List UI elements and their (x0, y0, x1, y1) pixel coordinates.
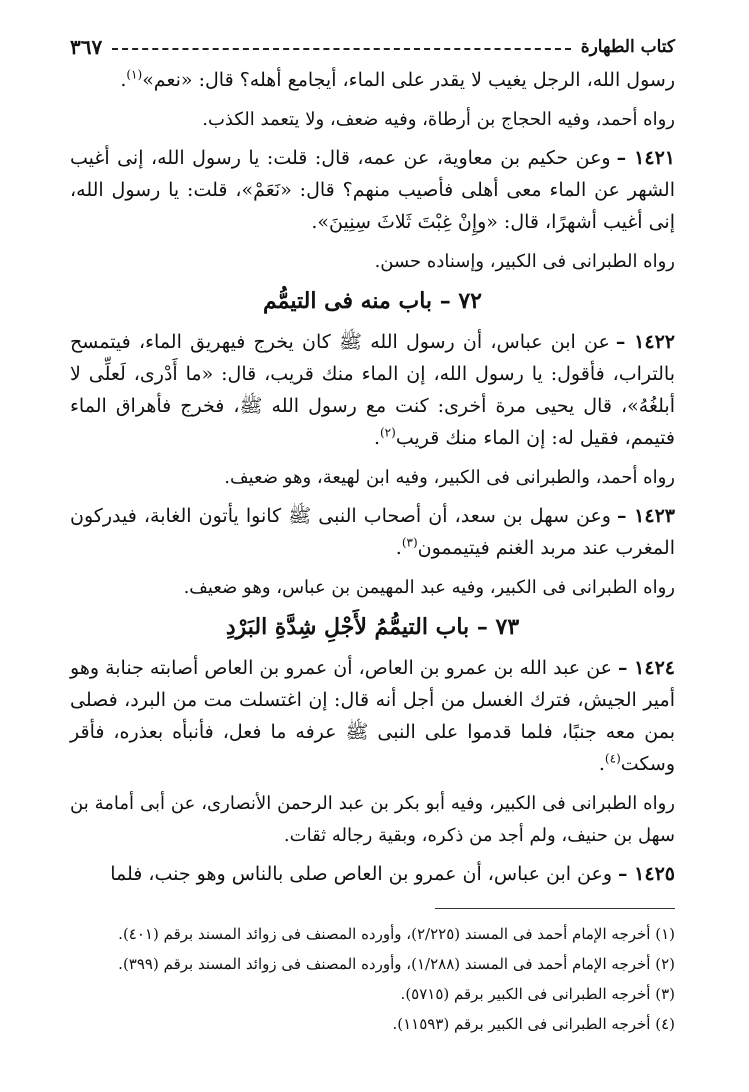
source-note: رواه الطبرانى فى الكبير، وفيه عبد المهيمن بن عباس، وهو ضعيف. (183, 577, 675, 598)
footnote-separator (435, 908, 675, 909)
header-dashed-rule (112, 48, 570, 50)
footnote-ref-4[interactable]: (٤) (604, 751, 621, 766)
chapter-heading-72: ٧٢ – باب منه فى التيمُّم (263, 288, 482, 314)
hadith-1424: ١٤٢٤ –عن عبد الله بن عمرو بن العاص، أن عمرو بن العاص أصابته جنابة وهو أمير الجيش، فترك الغسل من أجل أنه قال: إن اغتسلت مت من البرد، فصلى بمن معه جنبًا، فلما قدموا على النبى ﷺ عرفه ما فعل، فأنبأه بعذره، فأقر وسكت$^{(٤)}$. (70, 657, 675, 775)
paragraph-continuation: رسول الله، الرجل يغيب لا يقدر على الماء، أيجامع أهله؟ قال: «نعم»$^{(١)}$. (120, 67, 675, 91)
footnote-ref-1[interactable]: (١) (126, 67, 143, 82)
page-number: ٣٦٧ (70, 35, 103, 59)
footnote-ref-2[interactable]: (٢) (379, 425, 396, 440)
source-note: رواه الطبرانى فى الكبير، وإسناده حسن. (374, 251, 675, 272)
source-note: رواه أحمد، وفيه الحجاج بن أرطاة، وفيه ضعف، ولا يتعمد الكذب. (202, 109, 675, 130)
footnotes (70, 908, 675, 1039)
hadith-number: ١٤٢٣ – (616, 505, 675, 527)
hadith-number: ١٤٢٢ – (615, 331, 675, 353)
source-note: رواه الطبرانى فى الكبير، وفيه أبو بكر بن عبد الرحمن الأنصارى، عن أبى أمامة بن سهل بن حنيف، ولم أجد من ذكره، وبقية رجاله ثقات. (70, 793, 675, 846)
book-title: كتاب الطهارة (580, 37, 675, 57)
footnote-3: (٣) أخرجه الطبرانى فى الكبير برقم (٥٧١٥). (400, 985, 675, 1003)
hadith-1423: ١٤٢٣ –وعن سهل بن سعد، أن أصحاب النبى ﷺ كانوا يأتون الغابة، فيدركون المغرب عند مربد الغنم فيتيممون$^{(٣)}$. (70, 505, 675, 559)
hadith-number: ١٤٢٥ – (618, 863, 675, 885)
hadith-1425: ١٤٢٥ –وعن ابن عباس، أن عمرو بن العاص صلى بالناس وهو جنب، فلما (110, 863, 675, 885)
chapter-heading-73: ٧٣ – باب التيمُّمُ لأَجْلِ شِدَّةِ البَرْدِ (225, 614, 520, 640)
hadith-number: ١٤٢١ – (616, 147, 675, 169)
hadith-1421: ١٤٢١ –وعن حكيم بن معاوية، عن عمه، قال: قلت: يا رسول الله، إنى أغيب الشهر عن الماء معى أهلى فأصيب منهم؟ قال: «نَعَمْ»، قلت: يا رسول الله، إنى أغيب أشهرًا، قال: «وإِنْ غِبْتَ ثَلاثَ سِنِينَ». (70, 147, 675, 233)
footnote-1: (١) أخرجه الإمام أحمد فى المسند (٢/٢٢٥)، وأورده المصنف فى زوائد المسند برقم (٤٠١). (118, 925, 675, 943)
hadith-number: ١٤٢٤ – (618, 657, 675, 679)
source-note: رواه أحمد، والطبرانى فى الكبير، وفيه ابن لهيعة، وهو ضعيف. (224, 467, 675, 488)
footnote-2: (٢) أخرجه الإمام أحمد فى المسند (١/٢٨٨)، وأورده المصنف فى زوائد المسند برقم (٣٩٩). (118, 955, 675, 973)
footnote-4: (٤) أخرجه الطبرانى فى الكبير برقم (١١٥٩٣). (392, 1015, 675, 1033)
hadith-1422: ١٤٢٢ –عن ابن عباس، أن رسول الله ﷺ كان يخرج فيهريق الماء، فيتمسح بالتراب، فأقول: يا رسول الله، إن الماء منك قريب، قال: «ما أَدْرى، لَعلِّى لا أبلغُهُ»، قال يحيى مرة أخرى: كنت مع رسول الله ﷺ، فخرج فأهراق الماء فتيمم، فقيل له: إن الماء منك قريب$^{(٢)}$. (70, 331, 675, 449)
page-body (70, 64, 675, 890)
page-header (70, 30, 675, 64)
footnote-ref-3[interactable]: (٣) (401, 535, 418, 550)
